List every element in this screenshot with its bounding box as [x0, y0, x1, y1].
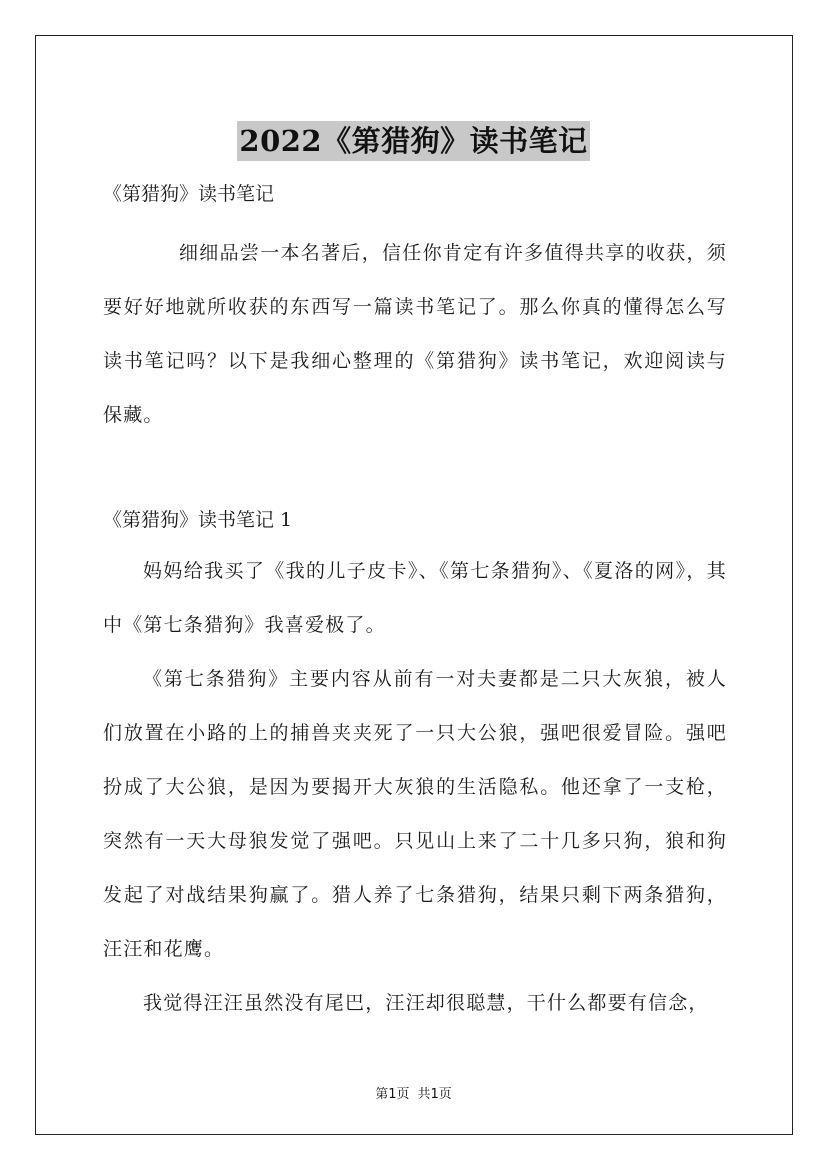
document-subtitle: 《第猎狗》读书笔记	[103, 183, 275, 205]
spacer	[103, 442, 727, 496]
page-total: 共1页	[417, 1087, 452, 1102]
body-paragraph: 我觉得汪汪虽然没有尾巴，汪汪却很聪慧，干什么都要有信念，	[143, 992, 709, 1014]
body-paragraph: 妈妈给我买了《我的儿子皮卡》、《第七条猎狗》、《夏洛的网》，其中《第七条猎狗》我喜爱极了。	[103, 560, 727, 636]
document-title: 2022《第猎狗》读书笔记	[237, 121, 589, 161]
intro-paragraph: 细细品尝一本名著后，信任你肯定有许多值得共享的收获，须要好好地就所收获的东西写一篇读书笔记了。那么你真的懂得怎么写读书笔记吗？以下是我细心整理的《第猎狗》读书笔记，欢迎阅读与保藏。	[103, 242, 727, 426]
page-footer	[0, 1083, 827, 1102]
body-paragraph: 《第七条猎狗》主要内容从前有一对夫妻都是二只大灰狼，被人们放置在小路的上的捕兽夹夹死了一只大公狼，强吧很爱冒险。强吧扮成了大公狼，是因为要揭开大灰狼的生活隐私。他还拿了一支枪，突然有一天大母狼发觉了强吧。只见山上来了二十几多只狗，狼和狗发起了对战结果狗赢了。猎人养了七条猎狗，结果只剩下两条猎狗，汪汪和花鹰。	[103, 668, 727, 960]
page-number: 第1页	[375, 1087, 410, 1102]
document-body	[103, 170, 727, 1030]
section-heading: 《第猎狗》读书笔记 1	[103, 509, 293, 531]
